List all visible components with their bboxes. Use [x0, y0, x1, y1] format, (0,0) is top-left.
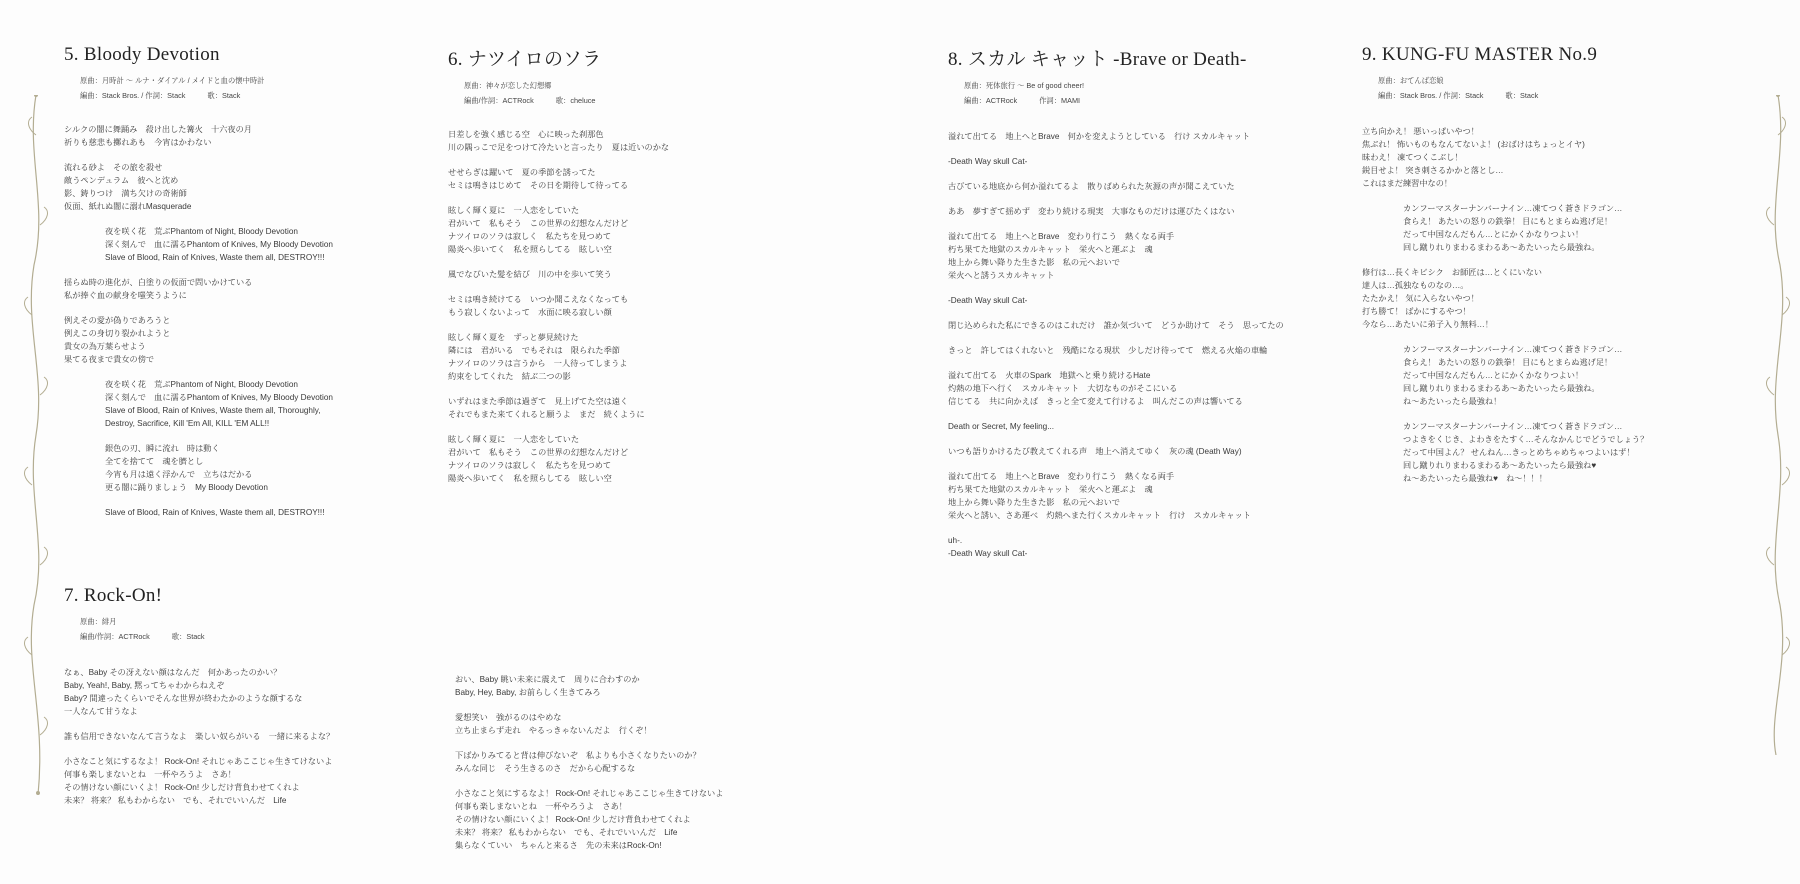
song-title: 7. Rock-On!	[64, 585, 163, 606]
song-title: 6. ナツイロのソラ	[448, 49, 602, 70]
lyrics-block	[448, 128, 828, 485]
lyric-line: シルクの闇に舞踊み 殺け出した篝火 十六夜の月	[64, 125, 252, 134]
lyric-line: 栄火へと誘うスカルキャット	[948, 271, 1055, 280]
lyric-line: 夜を咲く花 荒ぶPhantom of Night, Bloody Devotion	[105, 380, 298, 389]
lyric-line: ね～あたいったら最強ね！	[1403, 397, 1502, 406]
lyric-line: 風でなびいた髪を結び 川の中を歩いて笑う	[448, 270, 612, 279]
song-credit-arrangement	[948, 93, 1378, 108]
lyric-line: カンフーマスターナンバーナイン…凍てつく蒼きドラゴン…	[1403, 422, 1623, 431]
lyric-line: 約束をしてくれた 結ぶ二つの影	[448, 372, 571, 381]
lyric-stanza	[1362, 343, 1762, 408]
lyric-line: ナツイロのソラは言うから 一人待ってしまうよ	[448, 359, 628, 368]
lyric-line: 焦ぶれ！ 怖いものもなんてないよ！ (おばけはちょっとイヤ)	[1362, 140, 1585, 149]
lyric-line: 地上から舞い降りた生きた影 私の元へおいで	[948, 498, 1120, 507]
lyric-line: 陽炎へ歩いてく 私を照らしてる 眩しい空	[448, 474, 612, 483]
lyric-line: 溢れて出てる 地上へとBrave 変わり行こう 熱くなる両手	[948, 472, 1175, 481]
song-credit-arrangement	[64, 88, 444, 103]
lyric-line: 回し蹴りれりまわるまわるあ～あたいったら最強ね。	[1403, 243, 1600, 252]
credit-vocal: 歌：Stack	[207, 91, 241, 100]
lyric-line: Baby, Hey, Baby, お前らしく生きてみろ	[455, 688, 601, 697]
lyric-line: せせらぎは躍いて 夏の季節を誘ってた	[448, 168, 596, 177]
lyric-line: 信じてる 共に向かえば きっと全て変えて行けるよ 叫んだこの声は響いてる	[948, 397, 1243, 406]
lyric-stanza	[64, 755, 444, 807]
lyric-line: Slave of Blood, Rain of Knives, Waste them all, Thoroughly,	[105, 406, 321, 415]
lyric-stanza	[948, 534, 1378, 560]
lyric-stanza	[948, 319, 1378, 332]
lyric-line: 愛想笑い 強がるのはやめな	[455, 713, 562, 722]
song-credit-original: 原曲：緋月	[80, 617, 117, 626]
lyric-line: 私が捧ぐ血の献身を嗤笑うように	[64, 291, 187, 300]
lyric-line: だって中国なんだもん…とにかくかなりつよい！	[1403, 230, 1584, 239]
lyric-line: なぁ、Baby その冴えない顔はなんだ 何かあったのかい？	[64, 668, 282, 677]
lyric-stanza	[64, 730, 444, 743]
lyric-stanza	[64, 123, 444, 149]
lyric-stanza	[64, 666, 444, 718]
lyric-stanza	[64, 276, 444, 302]
lyric-stanza	[64, 442, 444, 494]
lyric-stanza	[1362, 125, 1762, 190]
lyric-line: 食らえ！ あたいの怒りの鉄拳！ 目にもとまらぬ逃げ足！	[1403, 358, 1613, 367]
lyric-line: それでもまた来てくれると願うよ まだ 続くように	[448, 410, 645, 419]
lyric-line: おい、Baby 眺い未来に震えて 周りに合わすのか	[455, 675, 640, 684]
lyric-stanza	[948, 369, 1378, 408]
lyric-line: 溢れて出てる 地上へとBrave 変わり行こう 熱くなる両手	[948, 232, 1175, 241]
lyric-line: 陽炎へ歩いてく 私を照らしてる 眩しい空	[448, 245, 612, 254]
lyric-line: その情けない顔にいくよ！ Rock-On! 少しだけ背負わせてくれよ	[455, 815, 691, 824]
lyric-line: 朽ち果てた地獄のスカルキャット 栄火へと運ぶよ 魂	[948, 245, 1153, 254]
lyric-line: 立ち向かえ！ 悪いっぱいやつ！	[1362, 127, 1479, 136]
lyric-line: 例えその愛が偽りであろうと	[64, 316, 171, 325]
lyric-line: 眩しく輝く夏に 一人恋をしていた	[448, 435, 580, 444]
lyric-stanza	[1362, 202, 1762, 254]
song-credit-arrangement	[1362, 88, 1762, 103]
lyric-line: セミは鳴きはじめて その日を期待して待ってる	[448, 181, 629, 190]
lyric-line: 溢れて出てる 地上へとBrave 何かを変えようとしている 行け スカルキャット	[948, 132, 1251, 141]
lyric-line: 立ち止まらず走れ やるっきゃないんだよ 行くぞ！	[455, 726, 652, 735]
lyric-line: 修行は…長くキビシク お師匠は…とくにいない	[1362, 268, 1542, 277]
lyric-line: だって中国よん？ せんねん…きっとめちゃめちゃつよいはず！	[1403, 448, 1635, 457]
lyric-stanza	[948, 344, 1378, 357]
lyric-line: 流れる砂よ その旅を殺せ	[64, 163, 163, 172]
lyric-line: カンフーマスターナンバーナイン…凍てつく蒼きドラゴン…	[1403, 345, 1623, 354]
lyric-line: もう寂しくないよって 水面に映る寂しい顔	[448, 308, 612, 317]
lyric-stanza	[455, 711, 855, 737]
song-title: 9. KUNG-FU MASTER No.9	[1362, 44, 1598, 65]
lyric-line: 食らえ！ あたいの怒りの鉄拳！ 目にもとまらぬ逃げ足！	[1403, 217, 1613, 226]
lyric-line: 小さなこと気にするなよ！ Rock-On! それじゃあここじゃ生きてけないよ	[455, 789, 724, 798]
lyric-stanza	[948, 420, 1378, 433]
lyric-stanza	[455, 749, 855, 775]
lyric-line: 打ち勝て！ ばかにするやつ！	[1362, 307, 1471, 316]
lyric-line: 今宵も月は遠く浮かんで 立ちはだかる	[105, 470, 253, 479]
lyric-line: -Death Way skull Cat-	[948, 296, 1028, 305]
credit-arranger: 編曲/作詞：ACTRock	[80, 632, 150, 641]
lyric-line: 鋭目せよ！ 突き刺さるかかと落とし…	[1362, 166, 1504, 175]
lyric-stanza	[948, 205, 1378, 218]
lyric-line: 敵うペンデュラム 彼へと沈め	[64, 176, 179, 185]
lyric-stanza	[448, 268, 828, 281]
lyric-line: 川の隅っこで足をつけて冷たいと言ったり 夏は近いのかな	[448, 143, 670, 152]
lyric-line: 仮面、紙れぬ闇に溺れMasquerade	[64, 202, 192, 211]
lyric-line: ね～あたいったら最強ね♥ ね～！！！	[1403, 474, 1548, 483]
lyric-line: 祈りも慈悲も擲れあも 今宵はかわない	[64, 138, 212, 147]
lyrics-block	[64, 666, 444, 807]
lyric-stanza	[64, 225, 444, 264]
song-credit-arrangement	[64, 629, 444, 644]
lyric-line: 回し蹴りれりまわるまわるあ～あたいったら最強ね♥	[1403, 461, 1597, 470]
lyric-line: 地上から舞い降りた生きた影 私の元へおいで	[948, 258, 1120, 267]
lyric-line: 眩しく輝く夏に 一人恋をしていた	[448, 206, 580, 215]
song-7-section-continued	[455, 673, 855, 864]
lyric-line: 達人は…孤独なものなの…。	[1362, 281, 1469, 290]
credit-vocal: 歌：Stack	[1505, 91, 1539, 100]
lyric-line: 誰も信用できないなんて言うなよ 楽しい奴らがいる 一緒に来るよな？	[64, 732, 335, 741]
credit-arranger: 編曲：Stack Bros. / 作詞：Stack	[1378, 91, 1484, 100]
lyric-line: 何事も楽しまないとね 一杯やろうよ さあ！	[64, 770, 236, 779]
song-credit-original: 原曲：おてんば恋娘	[1378, 76, 1444, 85]
lyric-stanza	[64, 161, 444, 213]
song-6-section	[448, 44, 828, 497]
song-8-section	[948, 44, 1378, 572]
song-title: 8. スカル キャット -Brave or Death-	[948, 49, 1247, 70]
lyric-line: つよきをくじき、よわきをたすく…そんなかんじでどうでしょう？	[1403, 435, 1649, 444]
lyric-line: -Death Way skull Cat-	[948, 157, 1028, 166]
lyric-stanza	[64, 314, 444, 366]
lyric-line: セミは鳴き続けてる いつか聞こえなくなっても	[448, 295, 629, 304]
lyric-stanza	[455, 787, 855, 852]
lyric-line: きっと 許してはくれないと 残酷になる現状 少しだけ待ってて 燃える火焔の車輪	[948, 346, 1268, 355]
lyric-line: -Death Way skull Cat-	[948, 549, 1028, 558]
lyric-stanza	[448, 433, 828, 485]
credit-arranger: 編曲/作詞：ACTRock	[464, 96, 534, 105]
lyric-line: 隣には 君がいる でもそれは 限られた季節	[448, 346, 620, 355]
lyric-stanza	[1362, 420, 1762, 485]
lyric-line: 深く刻んで 血に濡るPhantom of Knives, My Bloody Devotion	[105, 393, 333, 402]
lyric-stanza	[64, 378, 444, 430]
lyric-line: 集らなくていい ちゃんと来るさ 先の未来はRock-On!	[455, 841, 662, 850]
lyric-line: 日差しを強く感じる空 心に映った刹那色	[448, 130, 604, 139]
lyric-line: いつも語りかけるたび教えてくれる声 地上へ消えてゆく 灰の魂 (Death Way)	[948, 447, 1242, 456]
lyric-stanza	[448, 395, 828, 421]
lyric-line: 眩しく輝く夏を ずっと夢見続けた	[448, 333, 579, 342]
lyric-line: 貴女の為万葉らせよう	[64, 342, 146, 351]
lyric-line: ナツイロのソラは寂しく 私たちを見つめて	[448, 232, 612, 241]
lyric-line: これはまだ練習中なの！	[1362, 179, 1453, 188]
lyric-line: 君がいて 私もそう この世界の幻想なんだけど	[448, 448, 629, 457]
lyric-line: 何事も楽しまないとね 一杯やろうよ さあ！	[455, 802, 627, 811]
lyric-line: 朽ち果てた地獄のスカルキャット 栄火へと運ぶよ 魂	[948, 485, 1153, 494]
lyric-line: Baby? 間違ったくらいでそんな世界が終わたかのような顔するな	[64, 694, 303, 703]
lyric-line: Slave of Blood, Rain of Knives, Waste them all, DESTROY!!!	[105, 508, 325, 517]
credit-arranger: 編曲：Stack Bros. / 作詞：Stack	[80, 91, 186, 100]
lyric-line: Baby, Yeah!, Baby, 黙ってちゃわからねえぞ	[64, 681, 225, 690]
lyric-line: 栄火へと誘い、さあ運べ 灼熱へまた行くスカルキャット 行け スカルキャット	[948, 511, 1251, 520]
lyric-stanza	[1362, 266, 1762, 331]
left-vine-ornament	[22, 95, 52, 795]
lyric-stanza	[448, 293, 828, 319]
lyric-line: 深く刻んで 血に濡るPhantom of Knives, My Bloody Devotion	[105, 240, 333, 249]
right-vine-ornament	[1762, 95, 1792, 755]
song-credit-original: 原曲：神々が恋した幻想郷	[464, 81, 552, 90]
lyric-stanza	[948, 445, 1378, 458]
lyric-line: 閉じ込められた私にできるのはこれだけ 誰か気づいて どうか助けて そう 思ってたの	[948, 321, 1284, 330]
lyric-line: 揺らぬ時の進化が、白塗りの仮面で問いかけている	[64, 278, 253, 287]
song-credit-original: 原曲：死体旅行 ～ Be of good cheer!	[964, 81, 1085, 90]
credit-lyricist: 作詞：MAMI	[1039, 96, 1081, 105]
lyric-line: 一人なんて甘うなよ	[64, 707, 138, 716]
lyric-line: 未来？ 将来？ 私もわからない でも、それでいいんだ Life	[64, 796, 287, 805]
lyric-line: 銀色の刃、瞬に流れ 時は動く	[105, 444, 220, 453]
lyric-stanza	[448, 204, 828, 256]
lyric-line: 灼熱の地下へ行く スカルキャット 大切なものがそこにいる	[948, 384, 1178, 393]
lyric-line: カンフーマスターナンバーナイン…凍てつく蒼きドラゴン…	[1403, 204, 1623, 213]
lyric-line: uh-.	[948, 536, 963, 545]
lyric-line: 君がいて 私もそう この世界の幻想なんだけど	[448, 219, 629, 228]
lyric-line: その情けない顔にいくよ！ Rock-On! 少しだけ背負わせてくれよ	[64, 783, 300, 792]
lyric-line: Slave of Blood, Rain of Knives, Waste them all, DESTROY!!!	[105, 253, 325, 262]
lyric-line: ナツイロのソラは寂しく 私たちを見つめて	[448, 461, 612, 470]
lyric-line: 昧わえ！ 凍てつくこぶし！	[1362, 153, 1463, 162]
lyric-stanza	[455, 673, 855, 699]
lyric-line: Destroy, Sacrifice, Kill 'Em All, KILL 'EM ALL!!	[105, 419, 270, 428]
lyric-line: 影、鋳りつけ 満ち欠けの奇術師	[64, 189, 187, 198]
lyric-line: たたかえ！ 気に入らないやつ！	[1362, 294, 1479, 303]
lyric-stanza	[948, 180, 1378, 193]
credit-arranger: 編曲：ACTRock	[964, 96, 1018, 105]
lyric-stanza	[64, 506, 444, 519]
lyric-line: 果てる夜まで貴女の傍で	[64, 355, 155, 364]
lyric-line: ああ 夢すぎて揺めず 変わり続ける現実 大事なものだけは運びたくはない	[948, 207, 1235, 216]
lyric-line: 回し蹴りれりまわるまわるあ～あたいったら最強ね。	[1403, 384, 1600, 393]
credit-vocal: 歌：Stack	[171, 632, 205, 641]
lyric-line: 更る闇に踊りましょう My Bloody Devotion	[105, 483, 268, 492]
lyric-line: 例えこの身切り裂かれようと	[64, 329, 171, 338]
song-credit-original: 原曲：月時計 ～ ルナ・ダイアル / メイドと血の懐中時計	[80, 76, 265, 85]
lyric-stanza	[448, 331, 828, 383]
song-9-section	[1362, 44, 1762, 497]
lyrics-block	[455, 673, 855, 852]
lyric-stanza	[948, 470, 1378, 522]
lyric-line: 未来？ 将来？ 私もわからない でも、それでいいんだ Life	[455, 828, 678, 837]
lyric-line: Death or Secret, My feeling...	[948, 422, 1055, 431]
lyric-stanza	[448, 166, 828, 192]
song-title: 5. Bloody Devotion	[64, 44, 220, 65]
lyric-line: 下ばかりみてると背は伸びないぞ 私よりも小さくなりたいのか？	[455, 751, 701, 760]
lyric-line: 夜を咲く花 荒ぶPhantom of Night, Bloody Devotion	[105, 227, 298, 236]
song-credit-arrangement	[448, 93, 828, 108]
lyric-line: 溢れて出てる 火車のSpark 地獄へと乗り続けるHate	[948, 371, 1151, 380]
lyric-line: 全てを捨てて 魂を臍とし	[105, 457, 204, 466]
lyric-line: だって中国なんだもん…とにかくかなりつよい！	[1403, 371, 1584, 380]
lyrics-block	[1362, 125, 1762, 485]
lyric-stanza	[948, 130, 1378, 143]
lyric-stanza	[948, 230, 1378, 282]
lyrics-block	[948, 130, 1378, 560]
lyrics-block	[64, 123, 444, 519]
lyric-stanza	[948, 155, 1378, 168]
credit-vocal: 歌：cheluce	[555, 96, 596, 105]
lyric-stanza	[948, 294, 1378, 307]
lyric-stanza	[448, 128, 828, 154]
song-7-section	[64, 585, 444, 819]
lyric-line: みんな同じ そう生きるのさ だから心配するな	[455, 764, 636, 773]
song-5-section	[64, 44, 444, 531]
lyric-line: 今なら…あたいに弟子入り無料…！	[1362, 320, 1494, 329]
lyric-line: 古びている地底から何か溢れてるよ 散りばめられた灰源の声が聞こえていた	[948, 182, 1235, 191]
lyric-line: いずれはまた季節は過ぎて 見上げてた空は遠く	[448, 397, 629, 406]
lyric-line: 小さなこと気にするなよ！ Rock-On! それじゃあここじゃ生きてけないよ	[64, 757, 333, 766]
